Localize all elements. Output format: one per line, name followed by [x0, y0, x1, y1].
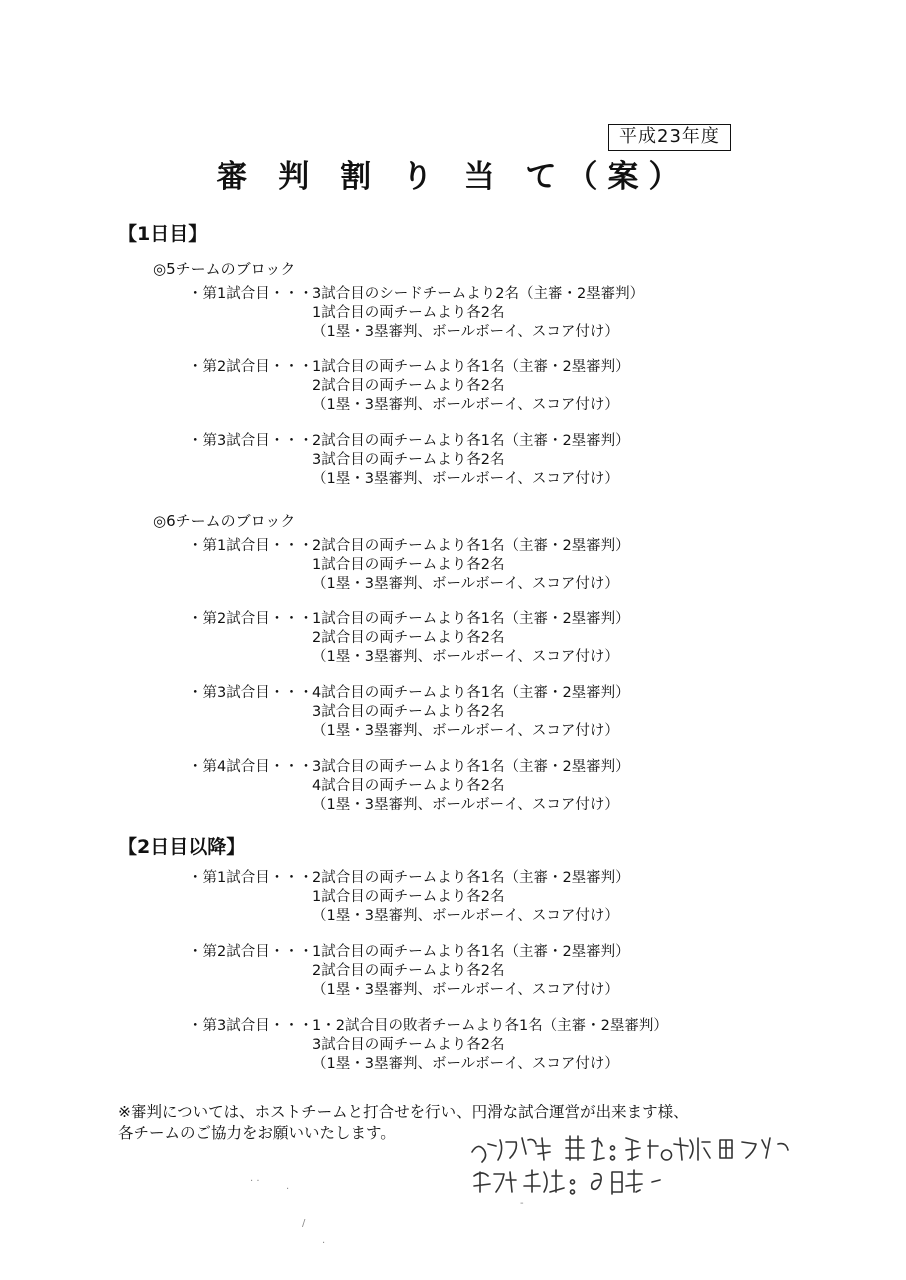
game-entry: [188, 943, 748, 1003]
game-assignment: [312, 684, 630, 741]
scan-speck: ‐: [520, 1198, 524, 1209]
assignment-line: 2試合目の両チームより各2名: [312, 378, 505, 394]
day1-heading: 【1日目】: [118, 223, 208, 245]
game-entry: [188, 285, 748, 345]
assignment-line: 3試合目の両チームより各2名: [312, 1037, 505, 1053]
assignment-line: （1塁・3塁審判、ボールボーイ、スコア付け）: [312, 471, 619, 487]
game-label: ・第1試合目・・・: [188, 538, 314, 554]
assignment-line: 2試合目の両チームより各1名（主審・2塁審判）: [312, 433, 630, 449]
game-assignment: [312, 285, 644, 342]
game-label: ・第3試合目・・・: [188, 685, 314, 701]
game-label: ・第3試合目・・・: [188, 433, 314, 449]
game-entry: [188, 432, 748, 492]
block-6-teams-heading: ◎6チームのブロック: [153, 512, 296, 530]
assignment-line: （1塁・3塁審判、ボールボーイ、スコア付け）: [312, 1056, 619, 1072]
assignment-line: 3試合目の両チームより各2名: [312, 452, 505, 468]
assignment-line: 1試合目の両チームより各1名（主審・2塁審判）: [312, 944, 630, 960]
game-entry: [188, 358, 748, 418]
assignment-line: （1塁・3塁審判、ボールボーイ、スコア付け）: [312, 797, 619, 813]
game-assignment: [312, 432, 630, 489]
scan-speck: /: [302, 1218, 306, 1229]
assignment-line: 1試合目の両チームより各2名: [312, 557, 505, 573]
assignment-line: 1試合目の両チームより各1名（主審・2塁審判）: [312, 611, 630, 627]
footnote-line: ※審判については、ホストチームと打合せを行い、円滑な試合運営が出来ます様、: [118, 1103, 689, 1121]
game-label: ・第1試合目・・・: [188, 286, 314, 302]
handwritten-annotation: [466, 1130, 806, 1200]
game-assignment: [312, 869, 630, 926]
assignment-line: （1塁・3塁審判、ボールボーイ、スコア付け）: [312, 908, 619, 924]
assignment-line: 1試合目の両チームより各2名: [312, 305, 505, 321]
game-assignment: [312, 1017, 668, 1074]
assignment-line: 2試合目の両チームより各2名: [312, 963, 505, 979]
page-title: 審 判 割 り 当 て（案）: [216, 159, 690, 195]
assignment-line: 2試合目の両チームより各1名（主審・2塁審判）: [312, 538, 630, 554]
assignment-line: 1・2試合目の敗者チームより各1名（主審・2塁審判）: [312, 1018, 668, 1034]
game-label: ・第2試合目・・・: [188, 359, 314, 375]
fiscal-year-label: 平成23年度: [608, 124, 731, 151]
game-label: ・第1試合目・・・: [188, 870, 314, 886]
assignment-line: 2試合目の両チームより各2名: [312, 630, 505, 646]
game-label: ・第2試合目・・・: [188, 611, 314, 627]
game-assignment: [312, 537, 630, 594]
footnote-line: 各チームのご協力をお願いいたします。: [118, 1124, 396, 1142]
day2-heading: 【2日目以降】: [118, 836, 246, 858]
game-assignment: [312, 758, 630, 815]
block-5-teams-heading: ◎5チームのブロック: [153, 260, 296, 278]
assignment-line: 3試合目の両チームより各2名: [312, 704, 505, 720]
scan-speck: ·: [322, 1238, 326, 1249]
game-label: ・第2試合目・・・: [188, 944, 314, 960]
assignment-line: 4試合目の両チームより各2名: [312, 778, 505, 794]
game-assignment: [312, 943, 630, 1000]
game-entry: [188, 684, 748, 744]
assignment-line: （1塁・3塁審判、ボールボーイ、スコア付け）: [312, 649, 619, 665]
assignment-line: （1塁・3塁審判、ボールボーイ、スコア付け）: [312, 576, 619, 592]
assignment-line: 2試合目の両チームより各1名（主審・2塁審判）: [312, 870, 630, 886]
game-entry: [188, 537, 748, 597]
game-assignment: [312, 358, 630, 415]
scan-speck: · ·: [250, 1176, 260, 1187]
game-label: ・第3試合目・・・: [188, 1018, 314, 1034]
assignment-line: （1塁・3塁審判、ボールボーイ、スコア付け）: [312, 397, 619, 413]
game-entry: [188, 610, 748, 670]
game-label: ・第4試合目・・・: [188, 759, 314, 775]
scan-speck: ·: [286, 1184, 290, 1195]
game-entry: [188, 758, 748, 818]
game-assignment: [312, 610, 630, 667]
assignment-line: （1塁・3塁審判、ボールボーイ、スコア付け）: [312, 982, 619, 998]
assignment-line: 3試合目の両チームより各1名（主審・2塁審判）: [312, 759, 630, 775]
assignment-line: 1試合目の両チームより各1名（主審・2塁審判）: [312, 359, 630, 375]
assignment-line: 3試合目のシードチームより2名（主審・2塁審判）: [312, 286, 645, 302]
assignment-line: （1塁・3塁審判、ボールボーイ、スコア付け）: [312, 324, 619, 340]
assignment-line: （1塁・3塁審判、ボールボーイ、スコア付け）: [312, 723, 619, 739]
assignment-line: 4試合目の両チームより各1名（主審・2塁審判）: [312, 685, 630, 701]
assignment-line: 1試合目の両チームより各2名: [312, 889, 505, 905]
game-entry: [188, 1017, 748, 1077]
game-entry: [188, 869, 748, 929]
